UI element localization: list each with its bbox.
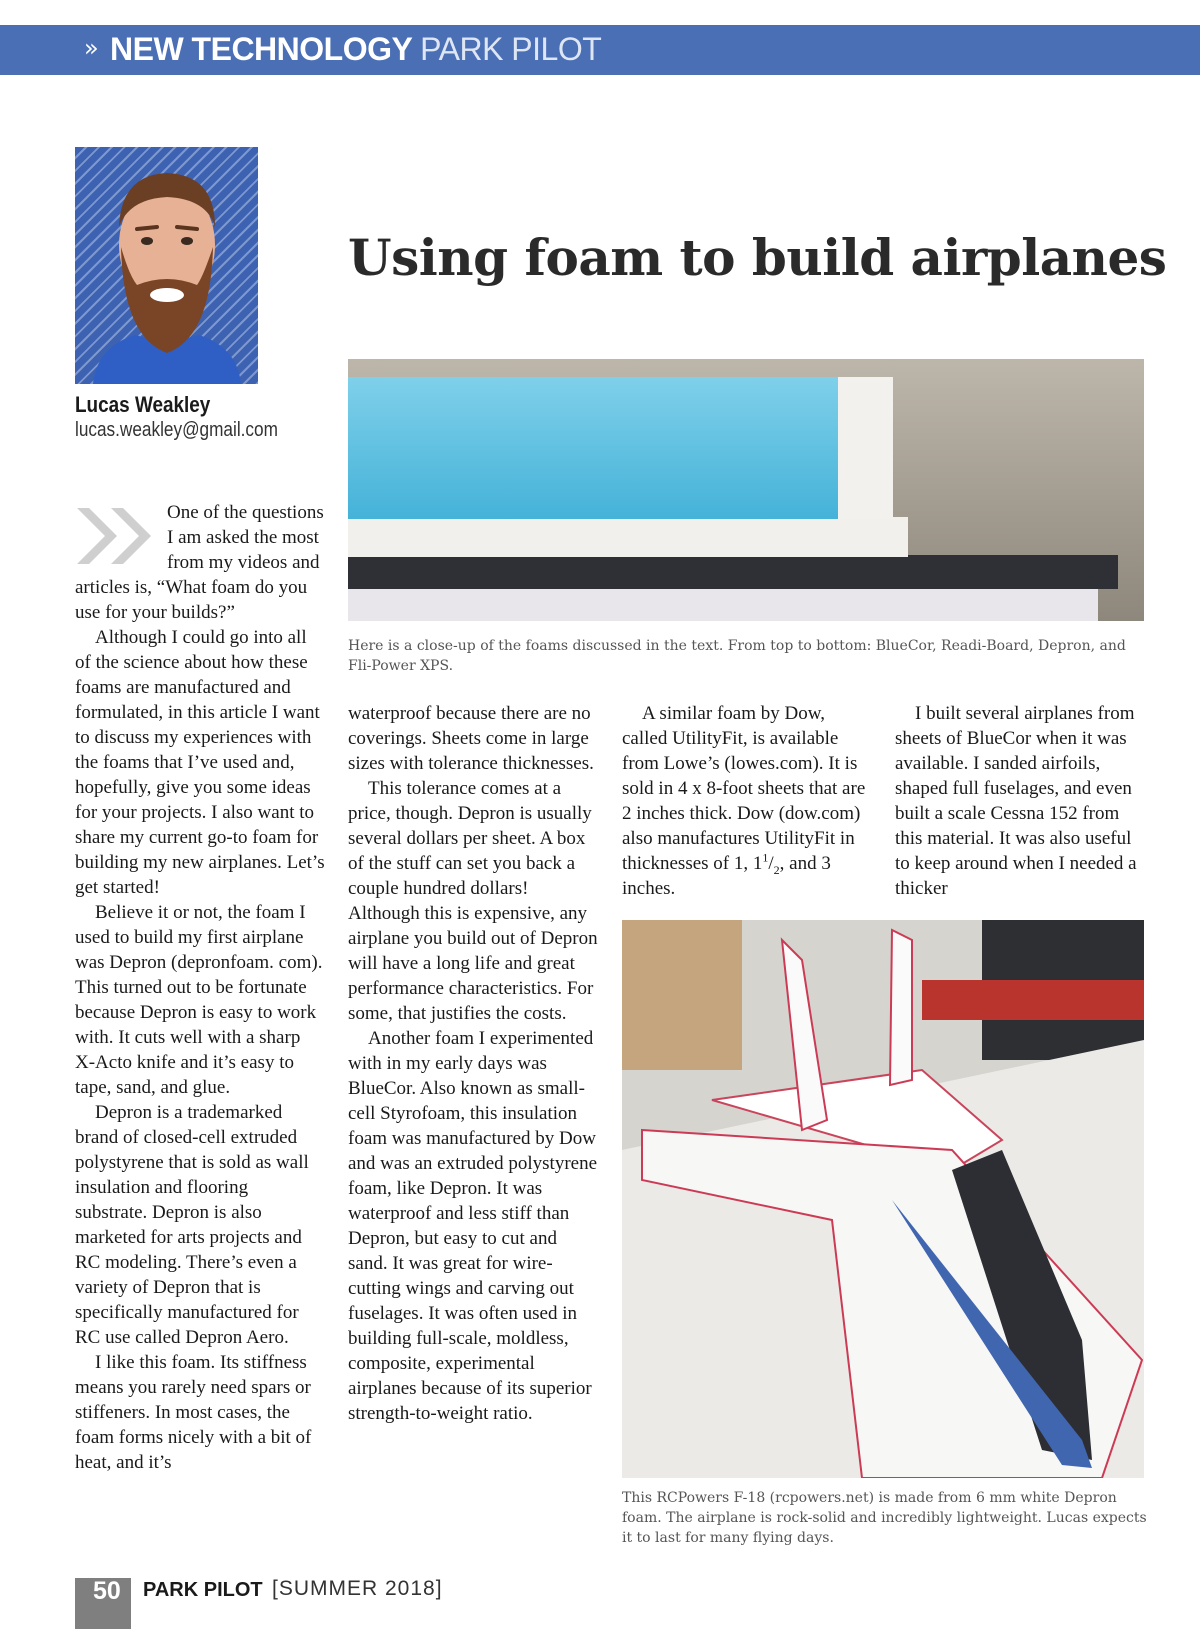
- paragraph: Although I could go into all of the science about how these foams are manufactured and formulated, in this article I want to discuss my experiences with the foams that I’ve used and, hopefully, give you some ideas for your projects. I also want to share my current go-to foam for building my new airplanes. Let’s get started!: [75, 627, 325, 898]
- foam-photo-caption: Here is a close-up of the foams discussed in the text. From top to bottom: BlueCor, Readi-Board, Depron, and Fli-Power XPS.: [348, 638, 1126, 674]
- body-column-2: [348, 701, 598, 1426]
- author-name: Lucas Weakley: [75, 392, 211, 417]
- paragraph: A similar foam by Dow, called UtilityFit, is available from Lowe’s (lowes.com). It is sold in 4 x 8-foot sheets that are 2 inches thick. Dow (dow.com) also manufactures UtilityFit in thicknesses of 1, $1^1/_2$, and 3 inches.: [622, 703, 866, 899]
- paragraph: This tolerance comes at a price, though. Depron is usually several dollars per sheet. A box of the stuff can set you back a couple hundred dollars! Although this is expensive, any airplane you build out of Depron will have a long life and great performance characteristics. For some, that justifies the costs.: [348, 778, 598, 1024]
- section-name: NEW TECHNOLOGY: [110, 31, 412, 67]
- paragraph: One of the questions I am asked the most from my videos and articles is, “What foam do you use for your builds?”: [75, 502, 324, 623]
- foam-stack-image: [348, 359, 1144, 621]
- page-number: 50: [93, 1577, 121, 1605]
- issue-label: [SUMMER 2018]: [272, 1577, 443, 1600]
- paragraph: waterproof because there are no coverings. Sheets come in large sizes with tolerance thicknesses.: [348, 703, 594, 774]
- section-header-bar: [0, 25, 1200, 75]
- paragraph: I built several airplanes from sheets of BlueCor when it was available. I sanded airfoils, shaped full fuselages, and even built a scale Cessna 152 from this material. It was also useful to keep around when I needed a thicker: [895, 703, 1137, 899]
- fraction-denominator: 2: [773, 862, 780, 877]
- foam-closeup-photo: [348, 359, 1144, 621]
- fraction-whole: 1: [752, 853, 763, 874]
- f18-model-image: [622, 920, 1144, 1478]
- magazine-name: PARK PILOT: [143, 1579, 263, 1601]
- fraction-numerator: 1: [762, 850, 769, 865]
- subsection-name: PARK PILOT: [420, 31, 602, 67]
- airplane-photo-caption: This RCPowers F-18 (rcpowers.net) is made from 6 mm white Depron foam. The airplane is rock-solid and incredibly lightweight. Lucas expects it to last for many flying days.: [622, 1490, 1147, 1546]
- body-column-1: [75, 500, 325, 1475]
- paragraph: Depron is a trademarked brand of closed-cell extruded polystyrene that is sold as wall insulation and flooring substrate. Depron is also marketed for arts projects and RC modeling. There’s even a variety of Depron that is specifically manufactured for RC use called Depron Aero.: [75, 1102, 309, 1348]
- body-column-3: [622, 701, 872, 901]
- body-column-4: [895, 701, 1145, 901]
- f18-airplane-photo: [622, 920, 1144, 1478]
- double-chevron-dropcap-icon: [75, 502, 161, 570]
- article-title: Using foam to build airplanes: [348, 228, 1167, 287]
- author-email: lucas.weakley@gmail.com: [75, 419, 278, 441]
- double-chevron-icon: »: [84, 34, 99, 62]
- paragraph: I like this foam. Its stiffness means you rarely need spars or stiffeners. In most cases, the foam forms nicely with a bit of heat, and it’s: [75, 1352, 312, 1473]
- paragraph: Believe it or not, the foam I used to build my first airplane was Depron (depronfoam. com). This turned out to be fortunate because Depron is easy to work with. It cuts well with a sharp X-Acto knife and it’s easy to tape, sand, and glue.: [75, 902, 323, 1098]
- section-title: [110, 31, 601, 68]
- author-portrait-image: [75, 147, 258, 384]
- paragraph-text-end: , and 3 inches.: [622, 853, 831, 899]
- author-photo: [75, 147, 258, 384]
- paragraph: Another foam I experimented with in my early days was BlueCor. Also known as small-cell Styrofoam, this insulation foam was manufactured by Dow and was an extruded polystyrene foam, like Depron. It was waterproof and less stiff than Depron, but easy to cut and sand. It was great for wire-cutting wings and carving out fuselages. It was often used in building full-scale, moldless, composite, experimental airplanes because of its superior strength-to-weight ratio.: [348, 1028, 598, 1424]
- paragraph-text: A similar foam by Dow, called UtilityFit, is available from Lowe’s (lowes.com). It is sold in 4 x 8-foot sheets that are 2 inches thick. Dow (dow.com) also manufactures UtilityFit in thicknesses of 1,: [622, 703, 866, 874]
